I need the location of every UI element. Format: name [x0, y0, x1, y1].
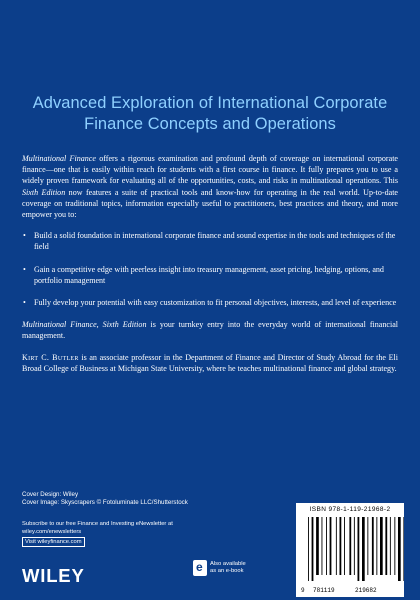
barcode-bar [344, 517, 345, 575]
feature-list [22, 230, 398, 308]
barcode-bar [394, 517, 395, 575]
ebook-notice [193, 560, 246, 576]
description [22, 153, 398, 374]
cover-credits [22, 491, 188, 507]
ebook-icon [193, 560, 207, 576]
barcode-bar [308, 517, 309, 581]
barcode-bar [358, 517, 360, 581]
closing-paragraph [22, 319, 398, 341]
newsletter-link[interactable]: wiley.com/enewsletters [22, 529, 82, 535]
headline-line-2: Finance Concepts and Operations [84, 115, 336, 133]
ebook-line-1: Also available [210, 561, 246, 567]
cover-design-credit: Cover Design: Wiley [22, 491, 79, 498]
feature-item: • Gain a competitive edge with peerless insight into treasury management, asset pricing, hedging, options, and portfolio management [22, 264, 398, 286]
closing-book-title: Multinational Finance, Sixth Edition [22, 320, 147, 330]
author-name: Kirt C. Butler [22, 352, 79, 362]
barcode [296, 503, 404, 597]
newsletter-text: Subscribe to our free Finance and Investing eNewsletter at [22, 521, 173, 527]
isbn-label: ISBN 978-1-119-21968-2 [309, 506, 391, 513]
barcode-bar [340, 517, 342, 575]
barcode-bar [376, 517, 377, 575]
barcode-bar [372, 517, 374, 575]
barcode-bar [367, 517, 368, 575]
barcode-bar [312, 517, 314, 581]
barcode-bar [385, 517, 387, 575]
closing-text: is your turnkey entry into the everyday world of international financial management. [22, 320, 398, 341]
barcode-bar [354, 517, 355, 575]
barcode-bar [330, 517, 332, 575]
barcode-digits-left: 781119 [313, 587, 335, 594]
intro-paragraph [22, 153, 398, 220]
barcode-bar [326, 517, 327, 575]
barcode-bar [380, 517, 383, 575]
barcode-graphic [296, 517, 404, 597]
feature-item: • Fully develop your potential with easy customization to fit personal objectives, interests, and level of experience [22, 297, 398, 308]
barcode-bar [322, 517, 323, 575]
ebook-line-2: as an e-book [210, 568, 244, 574]
newsletter-block [22, 520, 173, 547]
website-link[interactable]: Visit wileyfinance.com [22, 537, 85, 547]
barcode-bar [403, 517, 404, 581]
barcode-digits-right: 219682 [355, 587, 377, 594]
barcode-bar [336, 517, 337, 575]
intro-book-title: Multinational Finance [22, 154, 96, 163]
barcode-bar [349, 517, 351, 575]
barcode-bar [398, 517, 401, 581]
intro-text-b: now features a suite of practical tools and know-how for operating in the real world. Up-to-date coverage on traditional topics, information especially useful to practitioners, best practices and theory, and more empower you to: [22, 187, 398, 220]
barcode-bar [362, 517, 365, 581]
feature-item: • Build a solid foundation in international corporate finance and sound expertise in the tools and techniques of the field [22, 230, 398, 252]
barcode-digit-lead: 9 [301, 587, 305, 594]
barcode-bar [390, 517, 391, 575]
headline-line-1: Advanced Exploration of International Corporate [32, 94, 388, 112]
author-text: is an associate professor in the Department of Finance and Director of Study Abroad for the Eli Broad College of Business at Michigan State University, where he teaches multinational finance and global strategy. [22, 352, 398, 373]
intro-edition: Sixth Edition [22, 187, 66, 197]
publisher-logo: WILEY [22, 565, 85, 586]
author-bio [22, 352, 398, 374]
intro-text-a: offers a rigorous examination and profound depth of coverage on international corporate finance—one that is easily within reach for students with a first course in finance. It fully prepares you to use a widely proven framework for evaluating all of the opportunities, costs, and risks in multinational operations. This [22, 154, 398, 186]
barcode-bar [316, 517, 319, 575]
headline [22, 93, 398, 135]
cover-image-credit: Cover Image: Skyscrapers © Fotoluminate LLC/Shutterstock [22, 499, 188, 507]
